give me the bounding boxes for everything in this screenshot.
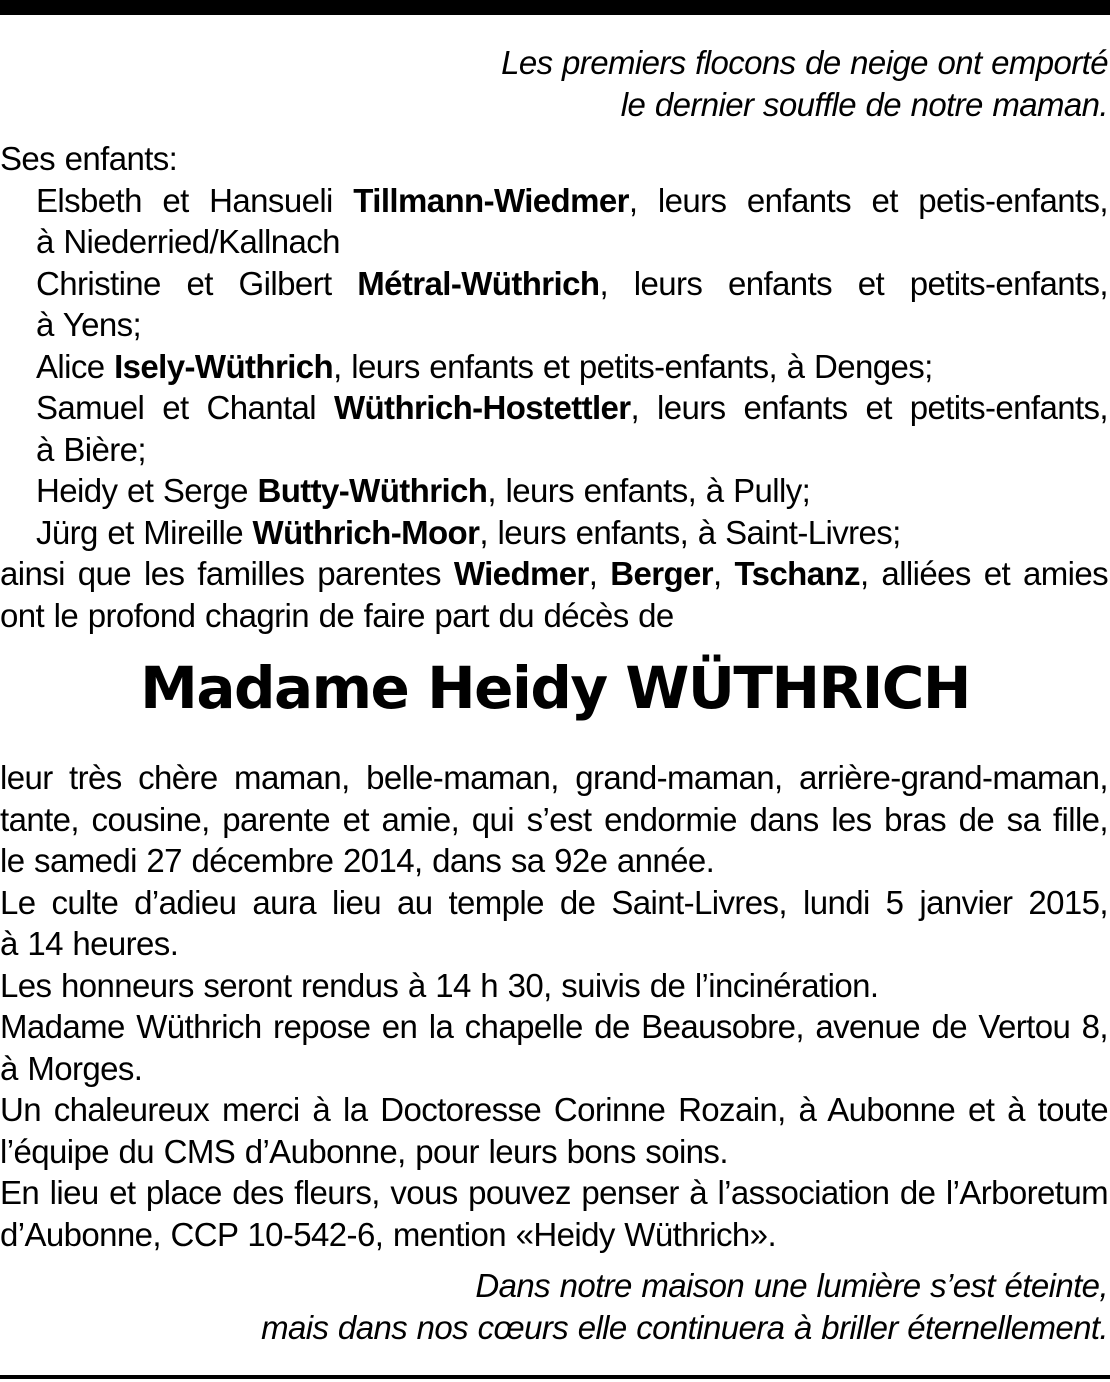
family-rest: , leurs enfants et petits-enfants, (599, 264, 1108, 302)
family-names: Christine et Gilbert (36, 264, 332, 302)
announcement-line: ont le profond chagrin de faire part du décès de (0, 596, 674, 634)
family-entry-1-place: à Niederried/Kallnach (36, 223, 340, 260)
relatives-suffix: , alliées et amies (859, 555, 1108, 592)
body-line: Les honneurs seront rendus à 14 h 30, suivis de l’incinération. (0, 966, 879, 1004)
family-names: Elsbeth et Hansueli (36, 181, 333, 219)
family-surname: Butty-Wüthrich (257, 472, 488, 509)
body-line: Le culte d’adieu aura lieu au temple de Saint-Livres, lundi 5 janvier 2015, (0, 883, 1108, 921)
family-entry-4-place: à Bière; (36, 430, 146, 468)
relatives-separator: , (713, 555, 722, 592)
body-line: Un chaleureux merci à la Doctoresse Corinne Rozain, à Aubonne et à toute (0, 1091, 1108, 1128)
family-rest: , leurs enfants, à Pully; (487, 472, 811, 509)
body-line: leur très chère maman, belle-maman, grand-maman, arrière-grand-maman, (0, 759, 1108, 796)
body-line: à Morges. (0, 1049, 143, 1087)
family-entry-5 (0, 470, 1108, 512)
family-surname: Wüthrich-Moor (252, 513, 480, 551)
family-names: Jürg et Mireille (36, 513, 243, 551)
relatives-prefix: ainsi que les familles parentes (0, 555, 441, 592)
family-surname: Isely-Wüthrich (114, 347, 334, 385)
body-line: Madame Wüthrich repose en la chapelle de Beausobre, avenue de Vertou 8, (0, 1008, 1108, 1045)
family-entry-6 (0, 512, 1108, 554)
family-names: Alice (36, 347, 105, 385)
body-line: le samedi 27 décembre 2014, dans sa 92e année. (0, 842, 715, 879)
relative-family-name: Berger (610, 555, 714, 592)
family-rest: , leurs enfants et petits-enfants, à Denges; (333, 347, 933, 385)
bottom-border-rule (0, 1375, 1110, 1379)
closing-verse (0, 1265, 1108, 1348)
family-rest: , leurs enfants et petis-enfants, (628, 181, 1108, 219)
family-entry-2 (0, 263, 1108, 305)
family-section (0, 138, 1108, 636)
closing-line-2: mais dans nos cœurs elle continuera à briller éternellement. (261, 1308, 1108, 1346)
relative-family-name: Wiedmer (453, 555, 589, 592)
relatives-separator: , (588, 555, 598, 592)
family-surname: Métral-Wüthrich (357, 264, 600, 302)
body-line: d’Aubonne, CCP 10-542-6, mention «Heidy Wüthrich». (0, 1215, 777, 1253)
epigraph (0, 42, 1108, 125)
epigraph-line-2: le dernier souffle de notre maman. (620, 85, 1108, 123)
relative-family-name: Tschanz (734, 555, 860, 592)
family-entry-1 (0, 180, 1108, 222)
family-entry-3 (0, 346, 1108, 388)
family-rest: , leurs enfants et petits-enfants, (630, 389, 1108, 426)
body-line: En lieu et place des fleurs, vous pouvez penser à l’association de l’Arboretum (0, 1174, 1108, 1211)
family-entry-2-place: à Yens; (36, 306, 142, 343)
top-border-rule (0, 0, 1110, 15)
closing-line-1: Dans notre maison une lumière s’est éteinte, (475, 1267, 1108, 1304)
body-text (0, 757, 1108, 1255)
body-line: l’équipe du CMS d’Aubonne, pour leurs bons soins. (0, 1132, 728, 1170)
family-names: Samuel et Chantal (36, 389, 317, 426)
family-surname: Wüthrich-Hostettler (333, 389, 631, 426)
body-line: tante, cousine, parente et amie, qui s’est endormie dans les bras de sa fille, (0, 800, 1108, 838)
epigraph-line-1: Les premiers flocons de neige ont emporté (501, 44, 1108, 81)
deceased-name: Madame Heidy WÜTHRICH (140, 654, 970, 722)
family-surname: Tillmann-Wiedmer (353, 181, 629, 219)
body-line: à 14 heures. (0, 925, 179, 962)
family-names: Heidy et Serge (36, 472, 248, 509)
family-entry-4 (0, 387, 1108, 429)
children-intro: Ses enfants: (0, 140, 178, 177)
relatives-line (0, 553, 1108, 595)
family-rest: , leurs enfants, à Saint-Livres; (479, 513, 901, 551)
